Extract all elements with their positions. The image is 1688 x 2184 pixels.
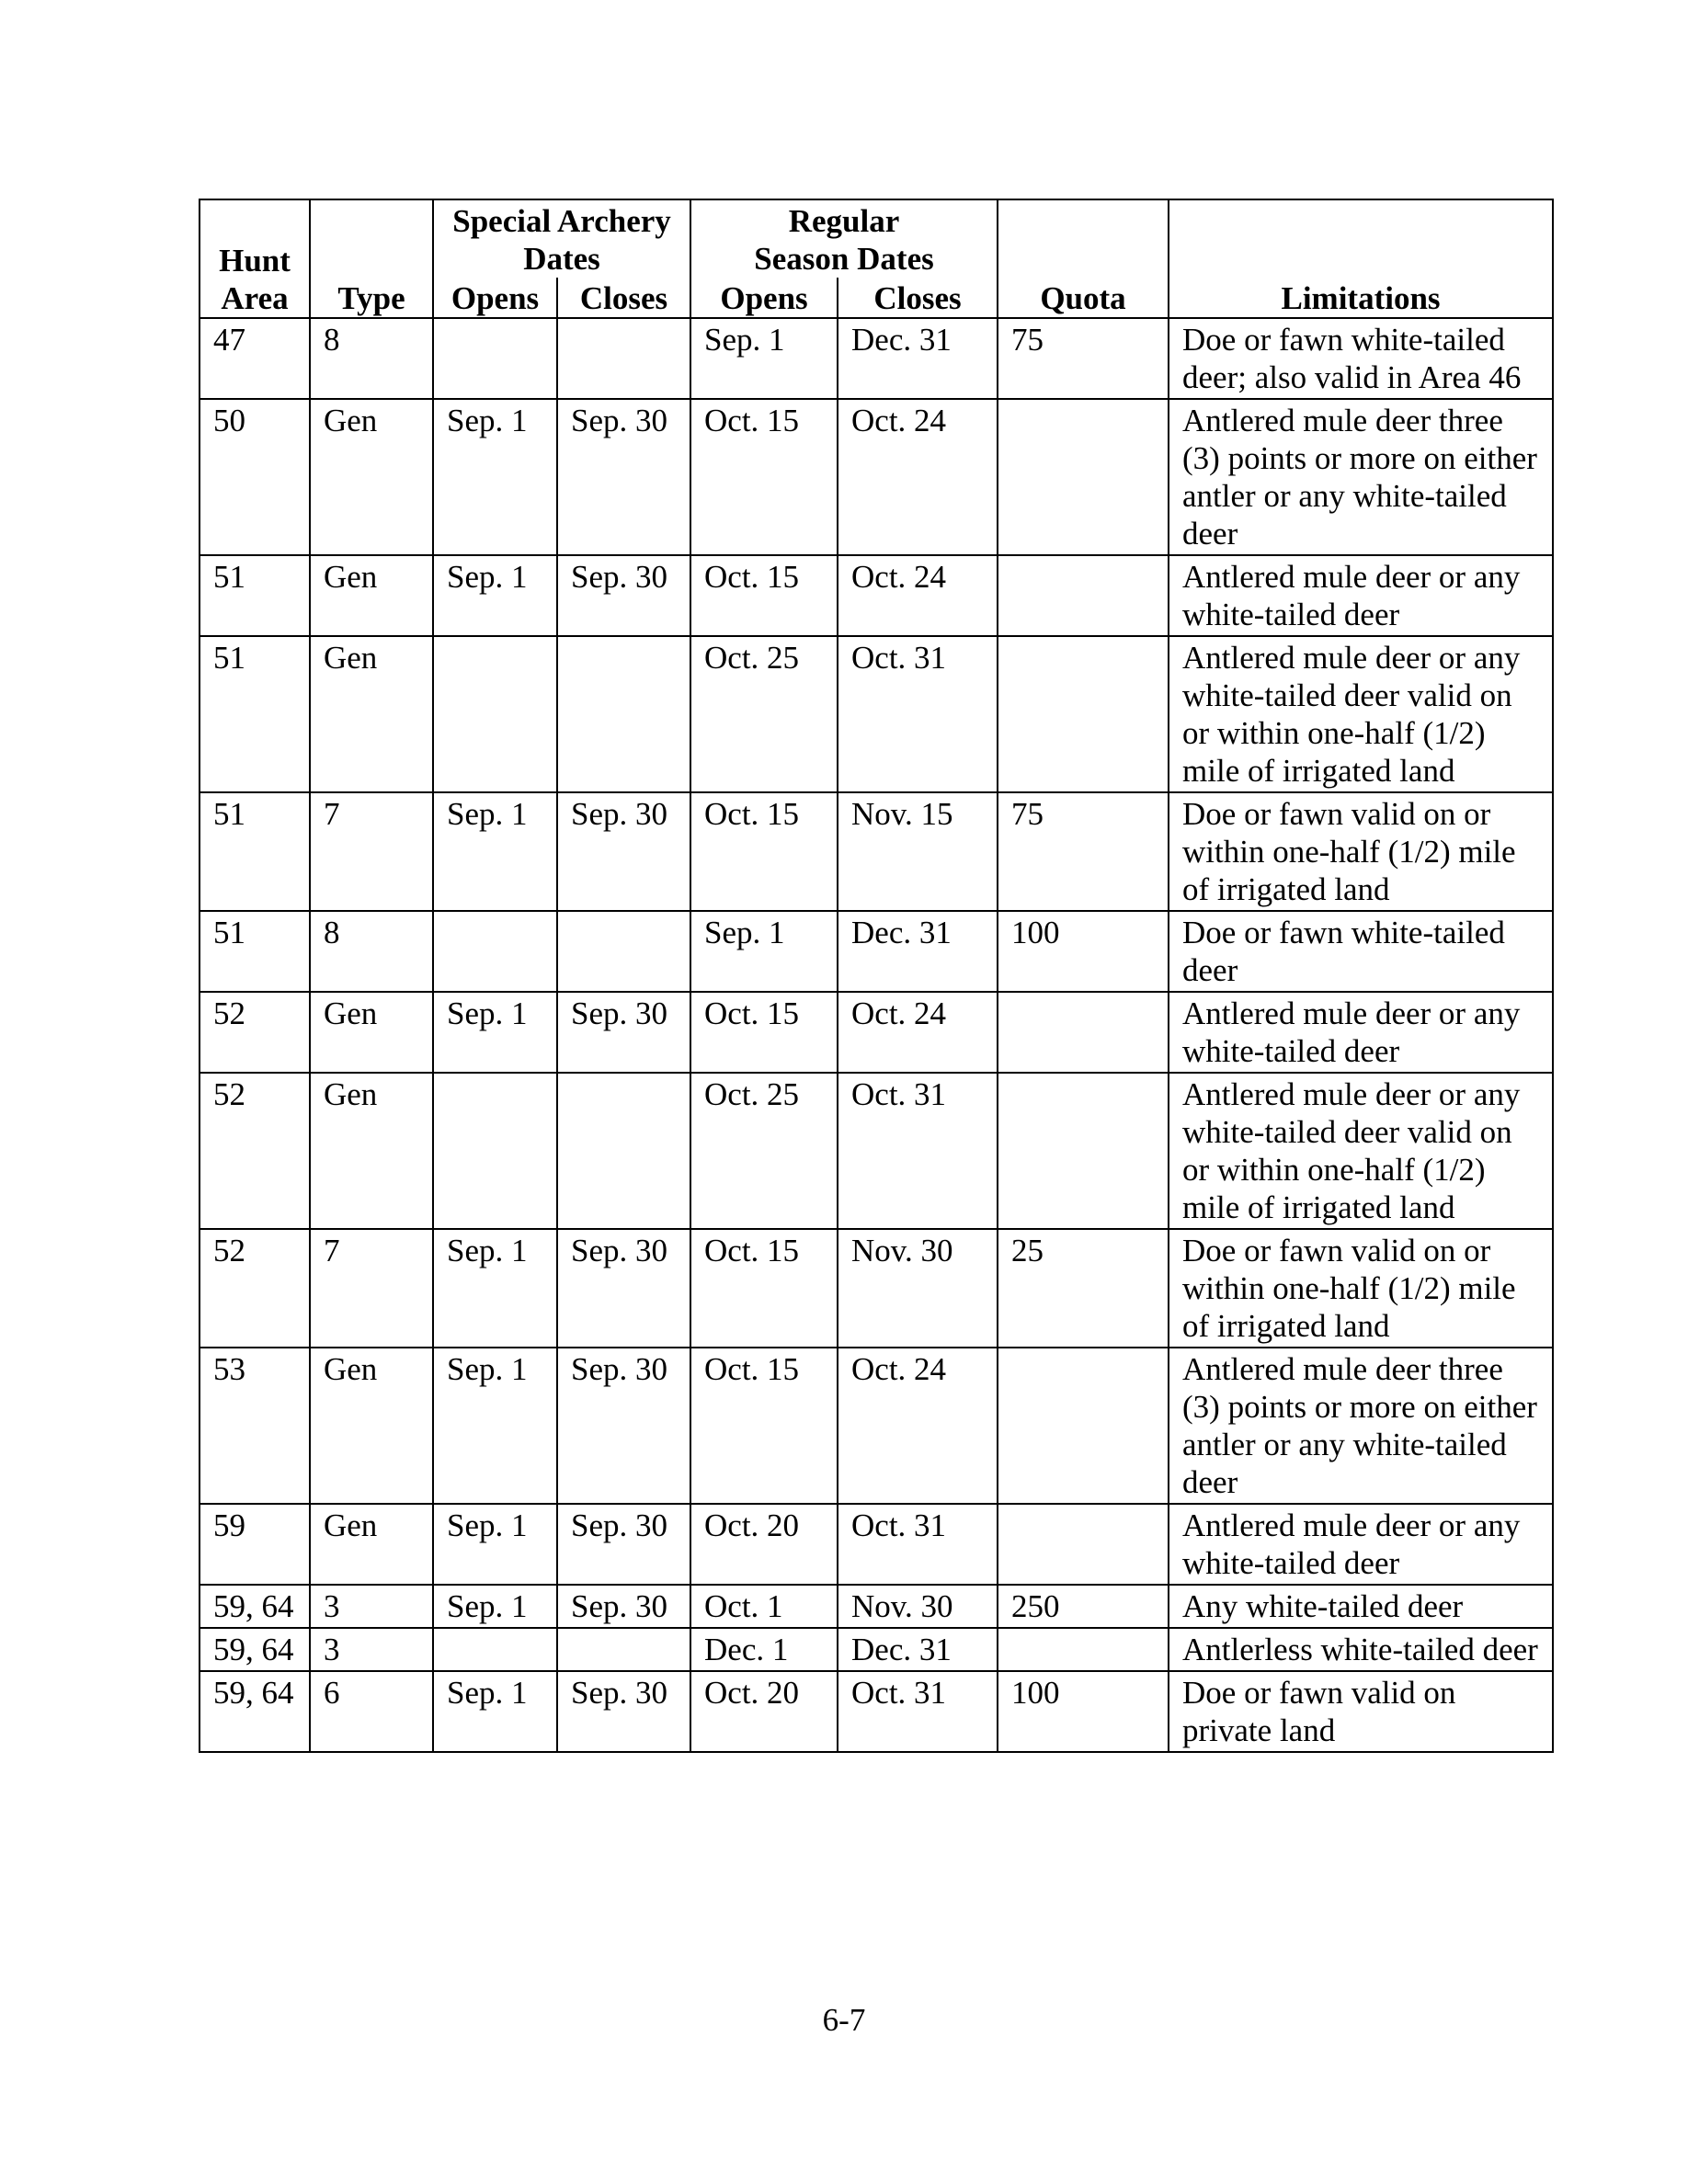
limitations-cell: Antlerless white-tailed deer bbox=[1169, 1628, 1553, 1671]
hunt-area-cell: 47 bbox=[200, 318, 310, 399]
regular-closes-cell: Oct. 24 bbox=[838, 555, 998, 636]
type-cell: 3 bbox=[310, 1585, 433, 1628]
header-archery-opens: Opens bbox=[433, 278, 557, 318]
hunt-area-cell: 59, 64 bbox=[200, 1671, 310, 1752]
table-row bbox=[200, 1348, 1553, 1504]
archery-opens-cell: Sep. 1 bbox=[433, 1585, 557, 1628]
quota-cell: 100 bbox=[998, 1671, 1169, 1752]
limitations-cell: Doe or fawn white-tailed deer bbox=[1169, 911, 1553, 992]
regular-closes-cell: Oct. 31 bbox=[838, 1504, 998, 1585]
regular-closes-cell: Nov. 30 bbox=[838, 1585, 998, 1628]
quota-cell bbox=[998, 1628, 1169, 1671]
limitations-cell: Antlered mule deer three (3) points or more on either antler or any white-tailed deer bbox=[1169, 399, 1553, 555]
table-row bbox=[200, 318, 1553, 399]
regular-opens-cell: Sep. 1 bbox=[690, 911, 838, 992]
table-row bbox=[200, 1671, 1553, 1752]
archery-closes-cell: Sep. 30 bbox=[557, 1585, 690, 1628]
archery-closes-cell bbox=[557, 911, 690, 992]
regular-opens-cell: Oct. 1 bbox=[690, 1585, 838, 1628]
header-quota: Quota bbox=[998, 199, 1169, 318]
regular-closes-cell: Dec. 31 bbox=[838, 911, 998, 992]
quota-cell bbox=[998, 399, 1169, 555]
archery-opens-cell: Sep. 1 bbox=[433, 792, 557, 911]
header-hunt-area: Hunt Area bbox=[200, 199, 310, 318]
regular-opens-cell: Oct. 15 bbox=[690, 992, 838, 1073]
limitations-cell: Antlered mule deer or any white-tailed deer bbox=[1169, 1504, 1553, 1585]
quota-cell: 100 bbox=[998, 911, 1169, 992]
regular-closes-cell: Dec. 31 bbox=[838, 1628, 998, 1671]
regular-opens-cell: Oct. 15 bbox=[690, 792, 838, 911]
page-number: 6-7 bbox=[822, 2002, 866, 2038]
type-cell: Gen bbox=[310, 1348, 433, 1504]
regular-opens-cell: Oct. 25 bbox=[690, 1073, 838, 1229]
archery-opens-cell bbox=[433, 318, 557, 399]
archery-closes-cell bbox=[557, 318, 690, 399]
table-row bbox=[200, 1504, 1553, 1585]
regular-closes-cell: Oct. 31 bbox=[838, 1073, 998, 1229]
limitations-cell: Doe or fawn valid on or within one-half (1/2) mile of irrigated land bbox=[1169, 792, 1553, 911]
archery-opens-cell: Sep. 1 bbox=[433, 1229, 557, 1348]
header-regular-opens: Opens bbox=[690, 278, 838, 318]
header-special-archery-dates: Special Archery Dates bbox=[433, 199, 690, 278]
archery-closes-cell: Sep. 30 bbox=[557, 1671, 690, 1752]
table-row bbox=[200, 636, 1553, 792]
archery-opens-cell bbox=[433, 911, 557, 992]
quota-cell bbox=[998, 636, 1169, 792]
archery-opens-cell: Sep. 1 bbox=[433, 1504, 557, 1585]
archery-opens-cell: Sep. 1 bbox=[433, 399, 557, 555]
type-cell: 6 bbox=[310, 1671, 433, 1752]
type-cell: Gen bbox=[310, 399, 433, 555]
limitations-cell: Antlered mule deer or any white-tailed deer valid on or within one-half (1/2) mile of irrigated land bbox=[1169, 636, 1553, 792]
table-row bbox=[200, 1585, 1553, 1628]
quota-cell bbox=[998, 1073, 1169, 1229]
quota-cell: 75 bbox=[998, 792, 1169, 911]
regular-opens-cell: Oct. 20 bbox=[690, 1504, 838, 1585]
hunt-season-table bbox=[199, 199, 1554, 1753]
regular-closes-cell: Oct. 31 bbox=[838, 636, 998, 792]
hunt-area-cell: 59, 64 bbox=[200, 1585, 310, 1628]
table-row bbox=[200, 1229, 1553, 1348]
hunt-area-cell: 51 bbox=[200, 636, 310, 792]
type-cell: Gen bbox=[310, 555, 433, 636]
header-regular-season-dates: Regular Season Dates bbox=[690, 199, 998, 278]
regular-opens-cell: Oct. 15 bbox=[690, 1229, 838, 1348]
type-cell: Gen bbox=[310, 636, 433, 792]
regular-closes-cell: Nov. 30 bbox=[838, 1229, 998, 1348]
regular-closes-cell: Oct. 24 bbox=[838, 399, 998, 555]
hunt-area-cell: 51 bbox=[200, 792, 310, 911]
quota-cell bbox=[998, 555, 1169, 636]
hunt-area-cell: 52 bbox=[200, 1073, 310, 1229]
header-row-top bbox=[200, 199, 1553, 278]
archery-closes-cell: Sep. 30 bbox=[557, 1229, 690, 1348]
limitations-cell: Doe or fawn valid on private land bbox=[1169, 1671, 1553, 1752]
type-cell: 8 bbox=[310, 318, 433, 399]
regular-closes-cell: Dec. 31 bbox=[838, 318, 998, 399]
table-row bbox=[200, 792, 1553, 911]
archery-closes-cell bbox=[557, 636, 690, 792]
regular-closes-cell: Oct. 31 bbox=[838, 1671, 998, 1752]
archery-opens-cell: Sep. 1 bbox=[433, 555, 557, 636]
table-row bbox=[200, 555, 1553, 636]
regular-closes-cell: Oct. 24 bbox=[838, 1348, 998, 1504]
table-row bbox=[200, 911, 1553, 992]
hunt-area-cell: 53 bbox=[200, 1348, 310, 1504]
limitations-cell: Doe or fawn white-tailed deer; also valid in Area 46 bbox=[1169, 318, 1553, 399]
type-cell: 8 bbox=[310, 911, 433, 992]
regular-opens-cell: Oct. 20 bbox=[690, 1671, 838, 1752]
table-row bbox=[200, 1628, 1553, 1671]
type-cell: 7 bbox=[310, 1229, 433, 1348]
header-limitations: Limitations bbox=[1169, 199, 1553, 318]
type-cell: Gen bbox=[310, 1504, 433, 1585]
archery-opens-cell bbox=[433, 1073, 557, 1229]
hunt-area-cell: 59 bbox=[200, 1504, 310, 1585]
hunt-area-cell: 51 bbox=[200, 911, 310, 992]
hunt-area-cell: 52 bbox=[200, 992, 310, 1073]
limitations-cell: Any white-tailed deer bbox=[1169, 1585, 1553, 1628]
regular-closes-cell: Oct. 24 bbox=[838, 992, 998, 1073]
type-cell: 7 bbox=[310, 792, 433, 911]
regular-opens-cell: Oct. 15 bbox=[690, 555, 838, 636]
table-row bbox=[200, 399, 1553, 555]
archery-closes-cell: Sep. 30 bbox=[557, 1348, 690, 1504]
archery-closes-cell: Sep. 30 bbox=[557, 792, 690, 911]
quota-cell bbox=[998, 1504, 1169, 1585]
quota-cell: 250 bbox=[998, 1585, 1169, 1628]
hunt-area-cell: 51 bbox=[200, 555, 310, 636]
archery-opens-cell bbox=[433, 636, 557, 792]
archery-opens-cell: Sep. 1 bbox=[433, 1348, 557, 1504]
limitations-cell: Antlered mule deer or any white-tailed deer valid on or within one-half (1/2) mile of irrigated land bbox=[1169, 1073, 1553, 1229]
regular-opens-cell: Oct. 25 bbox=[690, 636, 838, 792]
type-cell: Gen bbox=[310, 1073, 433, 1229]
regular-opens-cell: Oct. 15 bbox=[690, 399, 838, 555]
quota-cell bbox=[998, 1348, 1169, 1504]
type-cell: 3 bbox=[310, 1628, 433, 1671]
header-type: Type bbox=[310, 199, 433, 318]
regular-opens-cell: Dec. 1 bbox=[690, 1628, 838, 1671]
table-row bbox=[200, 992, 1553, 1073]
limitations-cell: Antlered mule deer or any white-tailed deer bbox=[1169, 555, 1553, 636]
hunt-area-cell: 52 bbox=[200, 1229, 310, 1348]
hunt-area-cell: 50 bbox=[200, 399, 310, 555]
limitations-cell: Antlered mule deer three (3) points or more on either antler or any white-tailed deer bbox=[1169, 1348, 1553, 1504]
header-regular-closes: Closes bbox=[838, 278, 998, 318]
quota-cell bbox=[998, 992, 1169, 1073]
regular-opens-cell: Sep. 1 bbox=[690, 318, 838, 399]
type-cell: Gen bbox=[310, 992, 433, 1073]
archery-opens-cell bbox=[433, 1628, 557, 1671]
regular-opens-cell: Oct. 15 bbox=[690, 1348, 838, 1504]
archery-closes-cell bbox=[557, 1073, 690, 1229]
table-body bbox=[200, 318, 1553, 1752]
archery-opens-cell: Sep. 1 bbox=[433, 1671, 557, 1752]
archery-closes-cell: Sep. 30 bbox=[557, 1504, 690, 1585]
quota-cell: 25 bbox=[998, 1229, 1169, 1348]
archery-closes-cell: Sep. 30 bbox=[557, 555, 690, 636]
limitations-cell: Doe or fawn valid on or within one-half (1/2) mile of irrigated land bbox=[1169, 1229, 1553, 1348]
hunt-area-cell: 59, 64 bbox=[200, 1628, 310, 1671]
regular-closes-cell: Nov. 15 bbox=[838, 792, 998, 911]
quota-cell: 75 bbox=[998, 318, 1169, 399]
archery-opens-cell: Sep. 1 bbox=[433, 992, 557, 1073]
archery-closes-cell bbox=[557, 1628, 690, 1671]
limitations-cell: Antlered mule deer or any white-tailed deer bbox=[1169, 992, 1553, 1073]
archery-closes-cell: Sep. 30 bbox=[557, 399, 690, 555]
table-row bbox=[200, 1073, 1553, 1229]
header-archery-closes: Closes bbox=[557, 278, 690, 318]
archery-closes-cell: Sep. 30 bbox=[557, 992, 690, 1073]
